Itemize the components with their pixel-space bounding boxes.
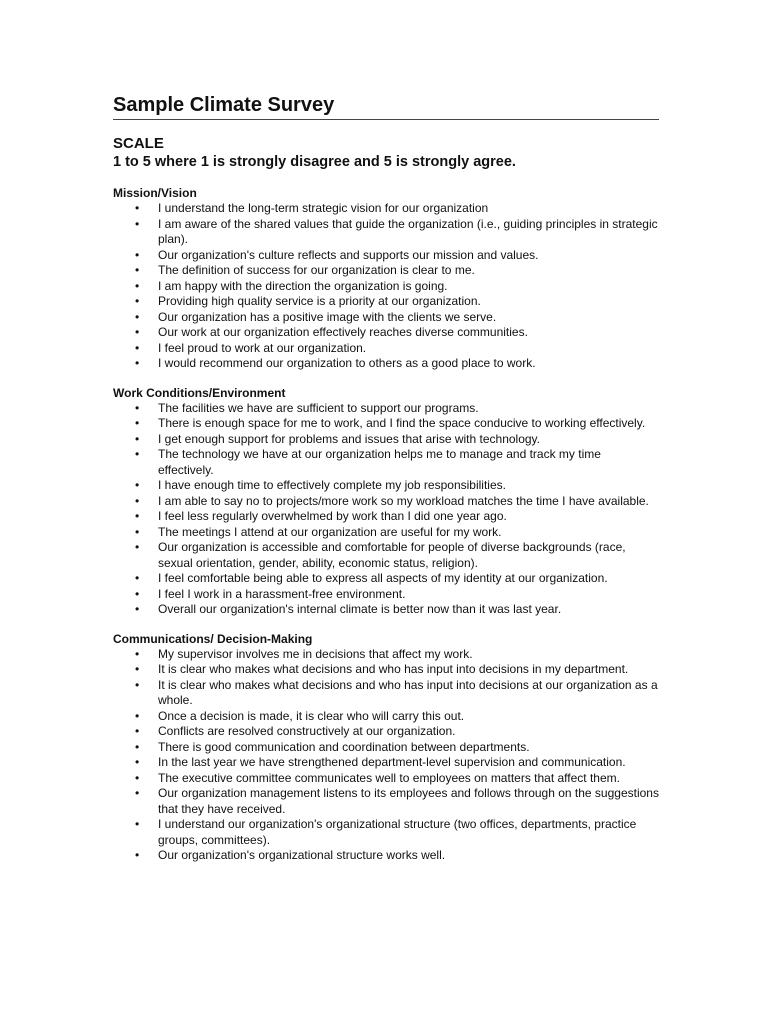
scale-heading: SCALE (113, 135, 164, 152)
bullet-icon: • (135, 724, 140, 738)
survey-item (113, 248, 659, 264)
bullet-icon: • (135, 540, 140, 554)
survey-item (113, 478, 659, 494)
survey-item-text: I feel I work in a harassment-free environment. (158, 586, 406, 601)
survey-item (113, 201, 659, 217)
survey-item-text: The meetings I attend at our organization are useful for my work. (158, 524, 502, 539)
bullet-icon: • (135, 216, 140, 231)
survey-item-text: Our organization management listens to its employees and follows through on the suggestions that they have received. (158, 786, 659, 816)
survey-item-text: Providing high quality service is a priority at our organization. (158, 294, 481, 308)
survey-item-text: Our organization has a positive image with the clients we serve. (158, 309, 497, 324)
survey-section (113, 186, 659, 372)
survey-item (113, 447, 659, 478)
survey-item-text: Conflicts are resolved constructively at our organization. (158, 724, 456, 738)
survey-item (113, 724, 659, 740)
bullet-icon: • (135, 493, 140, 508)
bullet-icon: • (135, 786, 140, 800)
survey-item-text: I get enough support for problems and issues that arise with technology. (158, 431, 541, 446)
survey-item (113, 709, 659, 725)
survey-item (113, 647, 659, 663)
bullet-icon: • (135, 817, 140, 831)
survey-item (113, 587, 659, 603)
survey-item (113, 817, 659, 848)
survey-item (113, 678, 659, 709)
survey-sections (113, 186, 659, 864)
survey-item (113, 848, 659, 864)
survey-section (113, 386, 659, 618)
bullet-icon: • (135, 340, 140, 355)
survey-item (113, 525, 659, 541)
survey-item-text: I feel proud to work at our organization. (158, 340, 367, 355)
survey-item (113, 217, 659, 248)
survey-item (113, 263, 659, 279)
bullet-icon: • (135, 294, 140, 308)
survey-item (113, 432, 659, 448)
survey-item-text: I feel comfortable being able to express all aspects of my identity at our organization. (158, 571, 608, 585)
bullet-icon: • (135, 201, 140, 215)
bullet-icon: • (135, 586, 140, 601)
bullet-icon: • (135, 447, 140, 461)
bullet-icon: • (135, 602, 140, 616)
bullet-icon: • (135, 247, 140, 262)
survey-item (113, 279, 659, 295)
survey-item-text: It is clear who makes what decisions and who has input into decisions at our organization as a whole. (158, 677, 658, 707)
survey-item (113, 755, 659, 771)
survey-item-text: Overall our organization's internal climate is better now than it was last year. (158, 602, 562, 616)
survey-item-text: I am aware of the shared values that guide the organization (i.e., guiding principles in strategic plan). (158, 216, 658, 246)
survey-item (113, 602, 659, 618)
survey-item (113, 509, 659, 525)
survey-item-text: I feel less regularly overwhelmed by work than I did one year ago. (158, 509, 507, 523)
survey-item (113, 571, 659, 587)
document-title: Sample Climate Survey (113, 92, 659, 120)
survey-item-text: I understand the long-term strategic vision for our organization (158, 201, 489, 215)
survey-item-text: The technology we have at our organization helps me to manage and track my time effectively. (158, 447, 601, 477)
survey-item-text: The executive committee communicates well to employees on matters that affect them. (158, 770, 620, 785)
bullet-icon: • (135, 571, 140, 585)
bullet-icon: • (135, 400, 140, 415)
bullet-icon: • (135, 431, 140, 446)
bullet-icon: • (135, 325, 140, 339)
bullet-icon: • (135, 278, 140, 293)
survey-item-text: In the last year we have strengthened department-level supervision and communication. (158, 755, 626, 769)
survey-item-list (113, 201, 659, 372)
survey-item-text: I understand our organization's organizational structure (two offices, departments, practice groups, committees). (158, 817, 637, 847)
bullet-icon: • (135, 662, 140, 676)
bullet-icon: • (135, 646, 140, 661)
survey-item-text: Our organization is accessible and comfortable for people of diverse backgrounds (race, sexual orientation, gender, ability, economic status, religion). (158, 540, 626, 570)
bullet-icon: • (135, 708, 140, 723)
bullet-icon: • (135, 309, 140, 324)
survey-item (113, 662, 659, 678)
survey-item-text: Our work at our organization effectively reaches diverse communities. (158, 325, 528, 339)
survey-item (113, 341, 659, 357)
survey-item-text: The facilities we have are sufficient to support our programs. (158, 400, 479, 415)
bullet-icon: • (135, 356, 140, 370)
survey-item-text: I am happy with the direction the organization is going. (158, 278, 448, 293)
survey-page (113, 92, 659, 864)
survey-item-text: Our organization's organizational structure works well. (158, 848, 446, 862)
survey-item-text: It is clear who makes what decisions and who has input into decisions in my department. (158, 662, 629, 676)
survey-item-text: Once a decision is made, it is clear who will carry this out. (158, 708, 465, 723)
section-title: Mission/Vision (113, 186, 197, 200)
bullet-icon: • (135, 478, 140, 492)
survey-item-text: There is enough space for me to work, and I find the space conducive to working effectively. (158, 416, 646, 430)
bullet-icon: • (135, 509, 140, 523)
survey-item (113, 356, 659, 372)
survey-item-text: I would recommend our organization to others as a good place to work. (158, 356, 536, 370)
survey-item-text: I have enough time to effectively complete my job responsibilities. (158, 478, 506, 492)
survey-item (113, 294, 659, 310)
survey-section (113, 632, 659, 864)
survey-item-text: The definition of success for our organization is clear to me. (158, 263, 475, 277)
survey-item (113, 416, 659, 432)
bullet-icon: • (135, 524, 140, 539)
section-title: Communications/ Decision-Making (113, 631, 313, 646)
survey-item (113, 310, 659, 326)
bullet-icon: • (135, 770, 140, 785)
survey-item (113, 540, 659, 571)
bullet-icon: • (135, 755, 140, 769)
bullet-icon: • (135, 263, 140, 277)
survey-item-text: I am able to say no to projects/more work so my workload matches the time I have available. (158, 493, 649, 508)
survey-item (113, 401, 659, 417)
survey-item (113, 325, 659, 341)
survey-item (113, 786, 659, 817)
survey-item (113, 494, 659, 510)
scale-description: 1 to 5 where 1 is strongly disagree and 5 is strongly agree. (113, 154, 516, 170)
survey-item-text: My supervisor involves me in decisions that affect my work. (158, 646, 473, 661)
survey-item (113, 740, 659, 756)
survey-item-text: Our organization's culture reflects and supports our mission and values. (158, 247, 539, 262)
bullet-icon: • (135, 848, 140, 862)
survey-item-list (113, 647, 659, 864)
bullet-icon: • (135, 416, 140, 430)
survey-item-text: There is good communication and coordination between departments. (158, 739, 530, 754)
survey-item-list (113, 401, 659, 618)
section-title: Work Conditions/Environment (113, 385, 286, 400)
bullet-icon: • (135, 677, 140, 692)
bullet-icon: • (135, 739, 140, 754)
survey-item (113, 771, 659, 787)
